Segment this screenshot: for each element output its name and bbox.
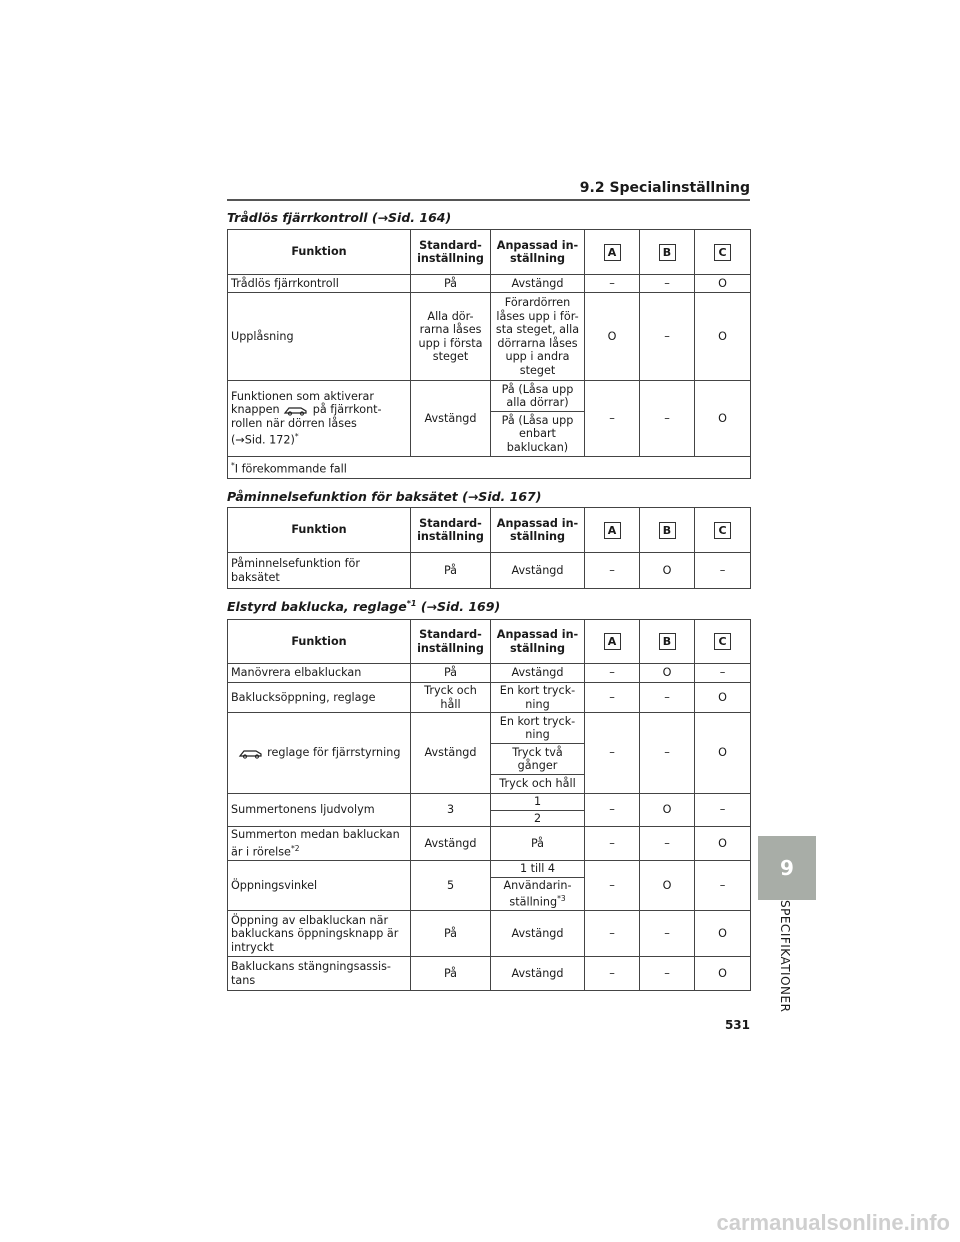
cell-anpassad: Avstängd	[491, 957, 585, 991]
cell-standard: 3	[411, 794, 491, 827]
cell-anpassad: Tryck två gånger	[491, 744, 585, 775]
table1-wireless-remote	[227, 229, 751, 479]
cell-anpassad: På	[491, 827, 585, 861]
cell-anpassad	[491, 877, 585, 911]
col-c-icon: C	[714, 244, 731, 261]
col-funktion: Funktion	[228, 508, 411, 553]
cell-standard: På	[411, 553, 491, 589]
col-funktion: Funktion	[228, 620, 411, 664]
table2-title: Påminnelsefunktion för baksätet (→Sid. 167)	[227, 489, 542, 504]
table3-title-ref: (→Sid. 169)	[416, 599, 501, 615]
page-number: 531	[724, 1018, 750, 1032]
cell-c: –	[695, 664, 751, 683]
col-c-icon: C	[714, 522, 731, 539]
header-rule	[227, 199, 750, 201]
cell-c: O	[695, 713, 751, 794]
footnote-mark: *1	[406, 599, 417, 608]
chapter-tab[interactable]: 9	[758, 836, 816, 900]
cell-b: –	[640, 827, 695, 861]
cell-standard: På	[411, 664, 491, 683]
car-remote-icon	[238, 747, 264, 759]
col-a-icon: A	[604, 244, 621, 261]
cell-standard: Tryck och håll	[411, 683, 491, 713]
table3-title	[227, 599, 500, 614]
footnote-mark: *	[231, 460, 235, 470]
cell-c: O	[695, 275, 751, 293]
col-b-icon: B	[659, 522, 676, 539]
cell-standard: På	[411, 911, 491, 957]
cell-a: –	[585, 683, 640, 713]
col-b-icon: B	[659, 633, 676, 650]
col-standard: Standard- inställning	[411, 230, 491, 275]
cell-standard: 5	[411, 860, 491, 911]
cell-c: O	[695, 911, 751, 957]
cell-a: –	[585, 860, 640, 911]
table3-power-tailgate	[227, 619, 751, 991]
col-anpassad: Anpassad in- ställning	[491, 230, 585, 275]
cell-funktion: Öppning av elbakluckan när bakluckans öppningsknapp är intryckt	[228, 911, 411, 957]
cell-funktion: Summertonens ljudvolym	[228, 794, 411, 827]
cell-b: –	[640, 293, 695, 381]
cell-b: –	[640, 381, 695, 457]
cell-b: O	[640, 860, 695, 911]
col-anpassad: Anpassad in- ställning	[491, 620, 585, 664]
cell-funktion	[228, 713, 411, 794]
cell-standard: På	[411, 275, 491, 293]
col-standard: Standard- inställning	[411, 508, 491, 553]
chapter-label	[776, 900, 796, 1020]
cell-c: O	[695, 827, 751, 861]
table1-title: Trådlös fjärrkontroll (→Sid. 164)	[227, 210, 452, 225]
section-header: 9.2 Specialinställning	[579, 180, 750, 196]
cell-a: –	[585, 827, 640, 861]
chapter-label-text: SPECIFIKATIONER	[778, 900, 792, 1013]
cell-funktion: Bakluckans stängningsassis- tans	[228, 957, 411, 991]
cell-standard: Avstängd	[411, 713, 491, 794]
table2-rear-seat-reminder	[227, 507, 751, 589]
cell-anpassad: 1	[491, 794, 585, 811]
cell-funktion: Öppningsvinkel	[228, 860, 411, 911]
cell-a: O	[585, 293, 640, 381]
cell-standard: Avstängd	[411, 381, 491, 457]
cell-a: –	[585, 664, 640, 683]
cell-anpassad: Avstängd	[491, 911, 585, 957]
cell-b: –	[640, 683, 695, 713]
cell-b: O	[640, 664, 695, 683]
cell-anpassad: 1 till 4	[491, 860, 585, 877]
cell-c: –	[695, 794, 751, 827]
cell-c: –	[695, 860, 751, 911]
footnote-mark: *	[294, 432, 299, 442]
col-a-icon: A	[604, 633, 621, 650]
table-footnote	[228, 457, 751, 479]
col-anpassad: Anpassad in- ställning	[491, 508, 585, 553]
cell-c: –	[695, 553, 751, 589]
cell-funktion: Baklucksöppning, reglage	[228, 683, 411, 713]
watermark: carmanualsonline.info	[716, 1210, 950, 1235]
cell-anpassad: En kort tryck- ning	[491, 713, 585, 744]
cell-c: O	[695, 683, 751, 713]
cell-b: –	[640, 713, 695, 794]
cell-anpassad-text: Användarin- ställning	[503, 878, 572, 909]
cell-a: –	[585, 381, 640, 457]
cell-a: –	[585, 275, 640, 293]
cell-b: O	[640, 794, 695, 827]
cell-anpassad: Avstängd	[491, 275, 585, 293]
cell-funktion: Upplåsning	[228, 293, 411, 381]
cell-c: O	[695, 381, 751, 457]
cell-a: –	[585, 713, 640, 794]
col-a-icon: A	[604, 522, 621, 539]
cell-b: –	[640, 957, 695, 991]
cell-anpassad: På (Låsa upp alla dörrar)	[491, 381, 585, 412]
footnote-text: I förekommande fall	[234, 462, 347, 476]
cell-funktion-text2: på fjärrkont- rollen när dörren låses (→Sid. 172)	[231, 403, 382, 447]
cell-anpassad: Avstängd	[491, 664, 585, 683]
cell-funktion-text: Funktionen som aktiverar knappen	[231, 389, 374, 417]
cell-anpassad: Tryck och håll	[491, 775, 585, 794]
cell-anpassad: På (Låsa upp enbart bakluckan)	[491, 412, 585, 457]
cell-funktion: Trådlös fjärrkontroll	[228, 275, 411, 293]
cell-c: O	[695, 957, 751, 991]
cell-standard: Alla dör- rarna låses upp i första steget	[411, 293, 491, 381]
cell-anpassad: Förardörren låses upp i för- sta steget, alla dörrarna låses upp i andra steget	[491, 293, 585, 381]
col-c-icon: C	[714, 633, 731, 650]
footnote-mark: *2	[290, 843, 300, 853]
cell-b: –	[640, 911, 695, 957]
cell-standard: Avstängd	[411, 827, 491, 861]
cell-a: –	[585, 553, 640, 589]
col-funktion: Funktion	[228, 230, 411, 275]
footnote-mark: *3	[557, 894, 566, 904]
cell-anpassad: 2	[491, 810, 585, 827]
cell-a: –	[585, 911, 640, 957]
cell-standard: På	[411, 957, 491, 991]
cell-b: O	[640, 553, 695, 589]
cell-a: –	[585, 957, 640, 991]
cell-a: –	[585, 794, 640, 827]
cell-funktion: Påminnelsefunktion för baksätet	[228, 553, 411, 589]
col-b-icon: B	[659, 244, 676, 261]
table3-title-text: Elstyrd baklucka, reglage	[227, 599, 407, 615]
cell-funktion	[228, 827, 411, 861]
cell-anpassad: Avstängd	[491, 553, 585, 589]
car-remote-icon	[283, 404, 309, 416]
col-standard: Standard- inställning	[411, 620, 491, 664]
cell-funktion	[228, 381, 411, 457]
cell-c: O	[695, 293, 751, 381]
cell-funktion: Manövrera elbakluckan	[228, 664, 411, 683]
cell-funktion-text: reglage för fjärrstyrning	[267, 746, 401, 760]
cell-anpassad: En kort tryck- ning	[491, 683, 585, 713]
cell-b: –	[640, 275, 695, 293]
cell-funktion-text: Summerton medan bakluckan är i rörelse	[231, 828, 400, 859]
